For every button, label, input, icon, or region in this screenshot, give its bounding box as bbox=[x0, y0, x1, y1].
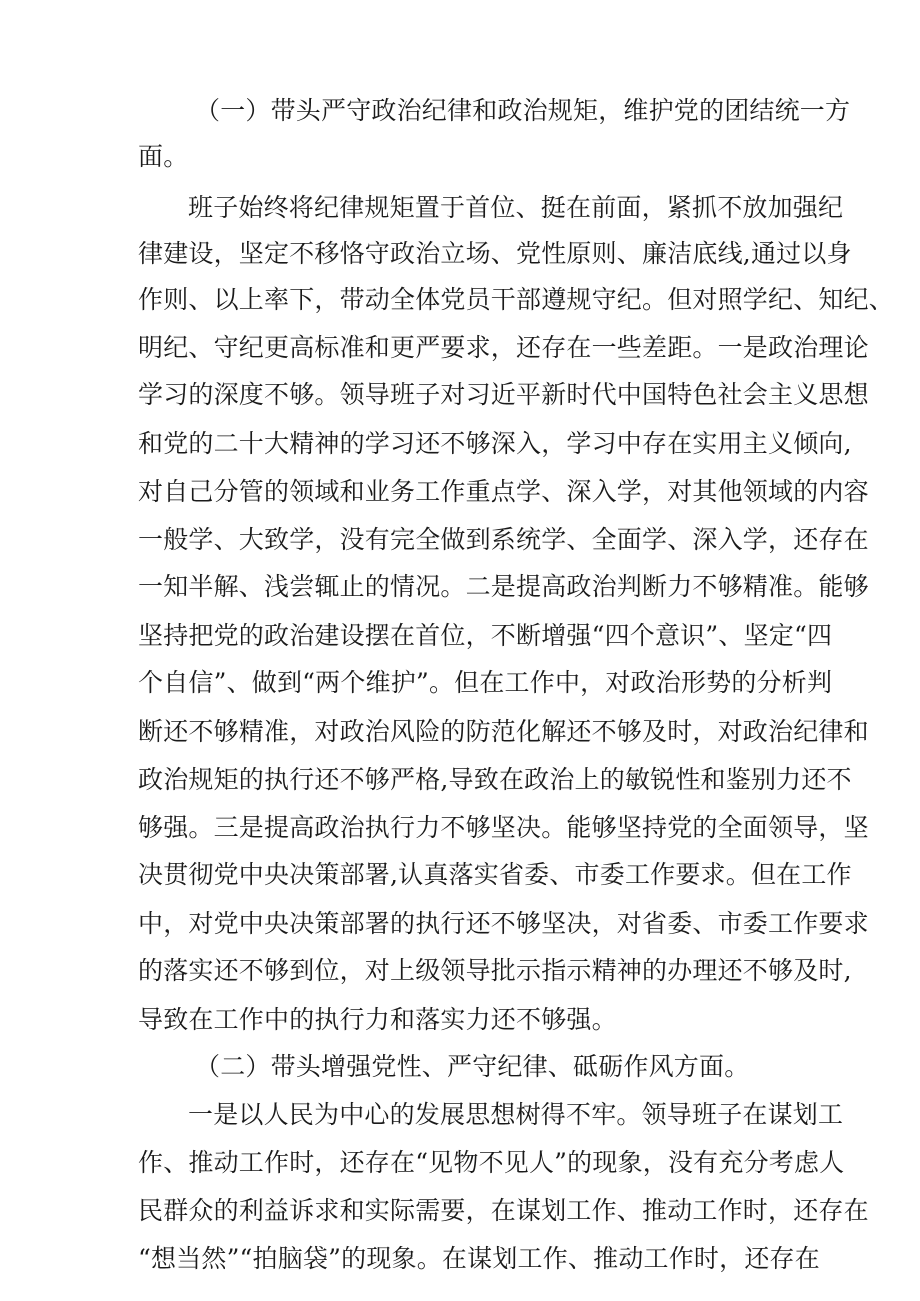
paragraph-first-line: 一是以人民为中心的发展思想树得不牢。领导班子在谋划工 bbox=[188, 1100, 844, 1129]
text-line: 坚持把党的政治建设摆在首位，不断增强“四个意识”、坚定“四 bbox=[138, 621, 833, 650]
text-line: 律建设，坚定不移恪守政治立场、党性原则、廉洁底线,通过以身 bbox=[138, 239, 852, 268]
text-line: “想当然”“拍脑袋”的现象。在谋划工作、推动工作时，还存在 bbox=[138, 1244, 820, 1273]
paragraph-first-line: 班子始终将纪律规矩置于首位、挺在前面，紧抓不放加强纪 bbox=[188, 193, 844, 222]
text-line: 学习的深度不够。领导班子对习近平新时代中国特色社会主义思想 bbox=[138, 380, 869, 409]
text-line: 个自信”、做到“两个维护”。但在工作中，对政治形势的分析判 bbox=[138, 668, 833, 697]
text-line: 面。 bbox=[138, 142, 189, 171]
text-line: 明纪、守纪更高标准和更严要求，还存在一些差距。一是政治理论 bbox=[138, 333, 869, 362]
section-heading-2: （二）带头增强党性、严守纪律、砥砺作风方面。 bbox=[195, 1052, 750, 1081]
text-line: 作则、以上率下，带动全体党员干部遵规守纪。但对照学纪、知纪、 bbox=[138, 285, 895, 314]
text-line: 中，对党中央决策部署的执行还不够坚决，对省委、市委工作要求 bbox=[138, 909, 869, 938]
text-line: 导致在工作中的执行力和落实力还不够强。 bbox=[138, 1005, 617, 1034]
text-line: 政治规矩的执行还不够严格,导致在政治上的敏锐性和鉴别力还不 bbox=[138, 765, 852, 794]
section-heading-1: （一）带头严守政治纪律和政治规矩，维护党的团结统一方 bbox=[195, 96, 851, 125]
text-line: 决贯彻党中央决策部署,认真落实省委、市委工作要求。但在工作 bbox=[138, 860, 852, 889]
text-line: 对自己分管的领域和业务工作重点学、深入学，对其他领域的内容 bbox=[138, 477, 869, 506]
text-line: 够强。三是提高政治执行力不够坚决。能够坚持党的全面领导，坚 bbox=[138, 813, 869, 842]
text-line: 断还不够精准，对政治风险的防范化解还不够及时，对政治纪律和 bbox=[138, 717, 869, 746]
text-line: 和党的二十大精神的学习还不够深入，学习中存在实用主义倾向, bbox=[138, 429, 852, 458]
text-line: 作、推动工作时，还存在“见物不见人”的现象，没有充分考虑人 bbox=[138, 1148, 845, 1177]
text-line: 一般学、大致学，没有完全做到系统学、全面学、深入学，还存在 bbox=[138, 525, 869, 554]
text-line: 民群众的利益诉求和实际需要，在谋划工作、推动工作时，还存在 bbox=[138, 1196, 869, 1225]
text-line: 一知半解、浅尝辄止的情况。二是提高政治判断力不够精准。能够 bbox=[138, 572, 869, 601]
text-line: 的落实还不够到位，对上级领导批示指示精神的办理还不够及时, bbox=[138, 956, 852, 985]
